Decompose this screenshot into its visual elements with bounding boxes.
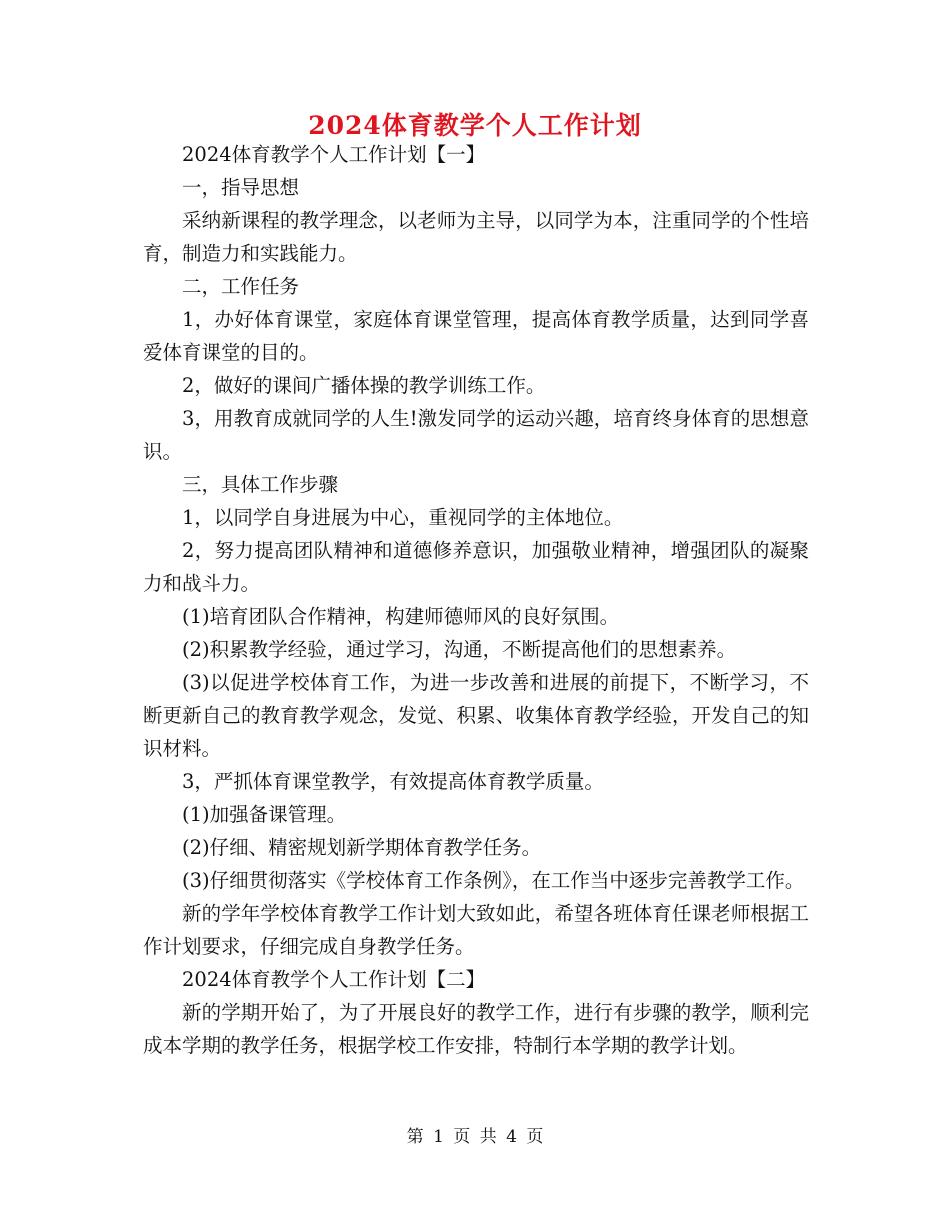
heading-work-tasks: 二，工作任务 xyxy=(182,275,300,298)
paragraph: 1，办好体育课堂，家庭体育课堂管理，提高体育教学质量，达到同学喜爱体育课堂的目的。 xyxy=(143,308,809,364)
heading-specific-steps: 三，具体工作步骤 xyxy=(182,473,339,496)
section-heading-part-one: 2024体育教学个人工作计划【一】 xyxy=(182,143,486,166)
paragraph: (3)仔细贯彻落实《学校体育工作条例》，在工作当中逐步完善教学工作。 xyxy=(182,869,805,892)
document-body xyxy=(143,138,809,1062)
paragraph: 2，努力提高团队精神和道德修养意识，加强敬业精神，增强团队的凝聚力和战斗力。 xyxy=(143,539,809,595)
heading-guiding-thought: 一，指导思想 xyxy=(182,176,300,199)
paragraph: 采纳新课程的教学理念，以老师为主导，以同学为本，注重同学的个性培育，制造力和实践能力。 xyxy=(143,209,809,265)
section-heading-part-two: 2024体育教学个人工作计划【二】 xyxy=(182,968,486,991)
paragraph: 1，以同学自身进展为中心，重视同学的主体地位。 xyxy=(182,506,624,529)
paragraph: 2，做好的课间广播体操的教学训练工作。 xyxy=(182,374,546,397)
paragraph: (1)培育团队合作精神，构建师德师风的良好氛围。 xyxy=(182,605,620,628)
paragraph: 新的学年学校体育教学工作计划大致如此，希望各班体育任课老师根据工作计划要求，仔细完成自身教学任务。 xyxy=(143,902,809,958)
page-number-footer: 第 1 页 共 4 页 xyxy=(406,1127,544,1147)
paragraph: (2)积累教学经验，通过学习，沟通，不断提高他们的思想素养。 xyxy=(182,638,737,661)
paragraph: (3)以促进学校体育工作，为进一步改善和进展的前提下，不断学习，不断更新自己的教育教学观念，发觉、积累、收集体育教学经验，开发自己的知识材料。 xyxy=(143,671,809,760)
paragraph: 3，严抓体育课堂教学，有效提高体育教学质量。 xyxy=(182,770,604,793)
document-title: 2024体育教学个人工作计划 xyxy=(308,111,642,140)
paragraph: 3，用教育成就同学的人生!激发同学的运动兴趣，培育终身体育的思想意识。 xyxy=(143,407,809,463)
paragraph: (1)加强备课管理。 xyxy=(182,803,347,826)
paragraph: 新的学期开始了，为了开展良好的教学工作，进行有步骤的教学，顺利完成本学期的教学任务，根据学校工作安排，特制行本学期的教学计划。 xyxy=(143,1001,809,1057)
paragraph: (2)仔细、精密规划新学期体育教学任务。 xyxy=(182,836,542,859)
